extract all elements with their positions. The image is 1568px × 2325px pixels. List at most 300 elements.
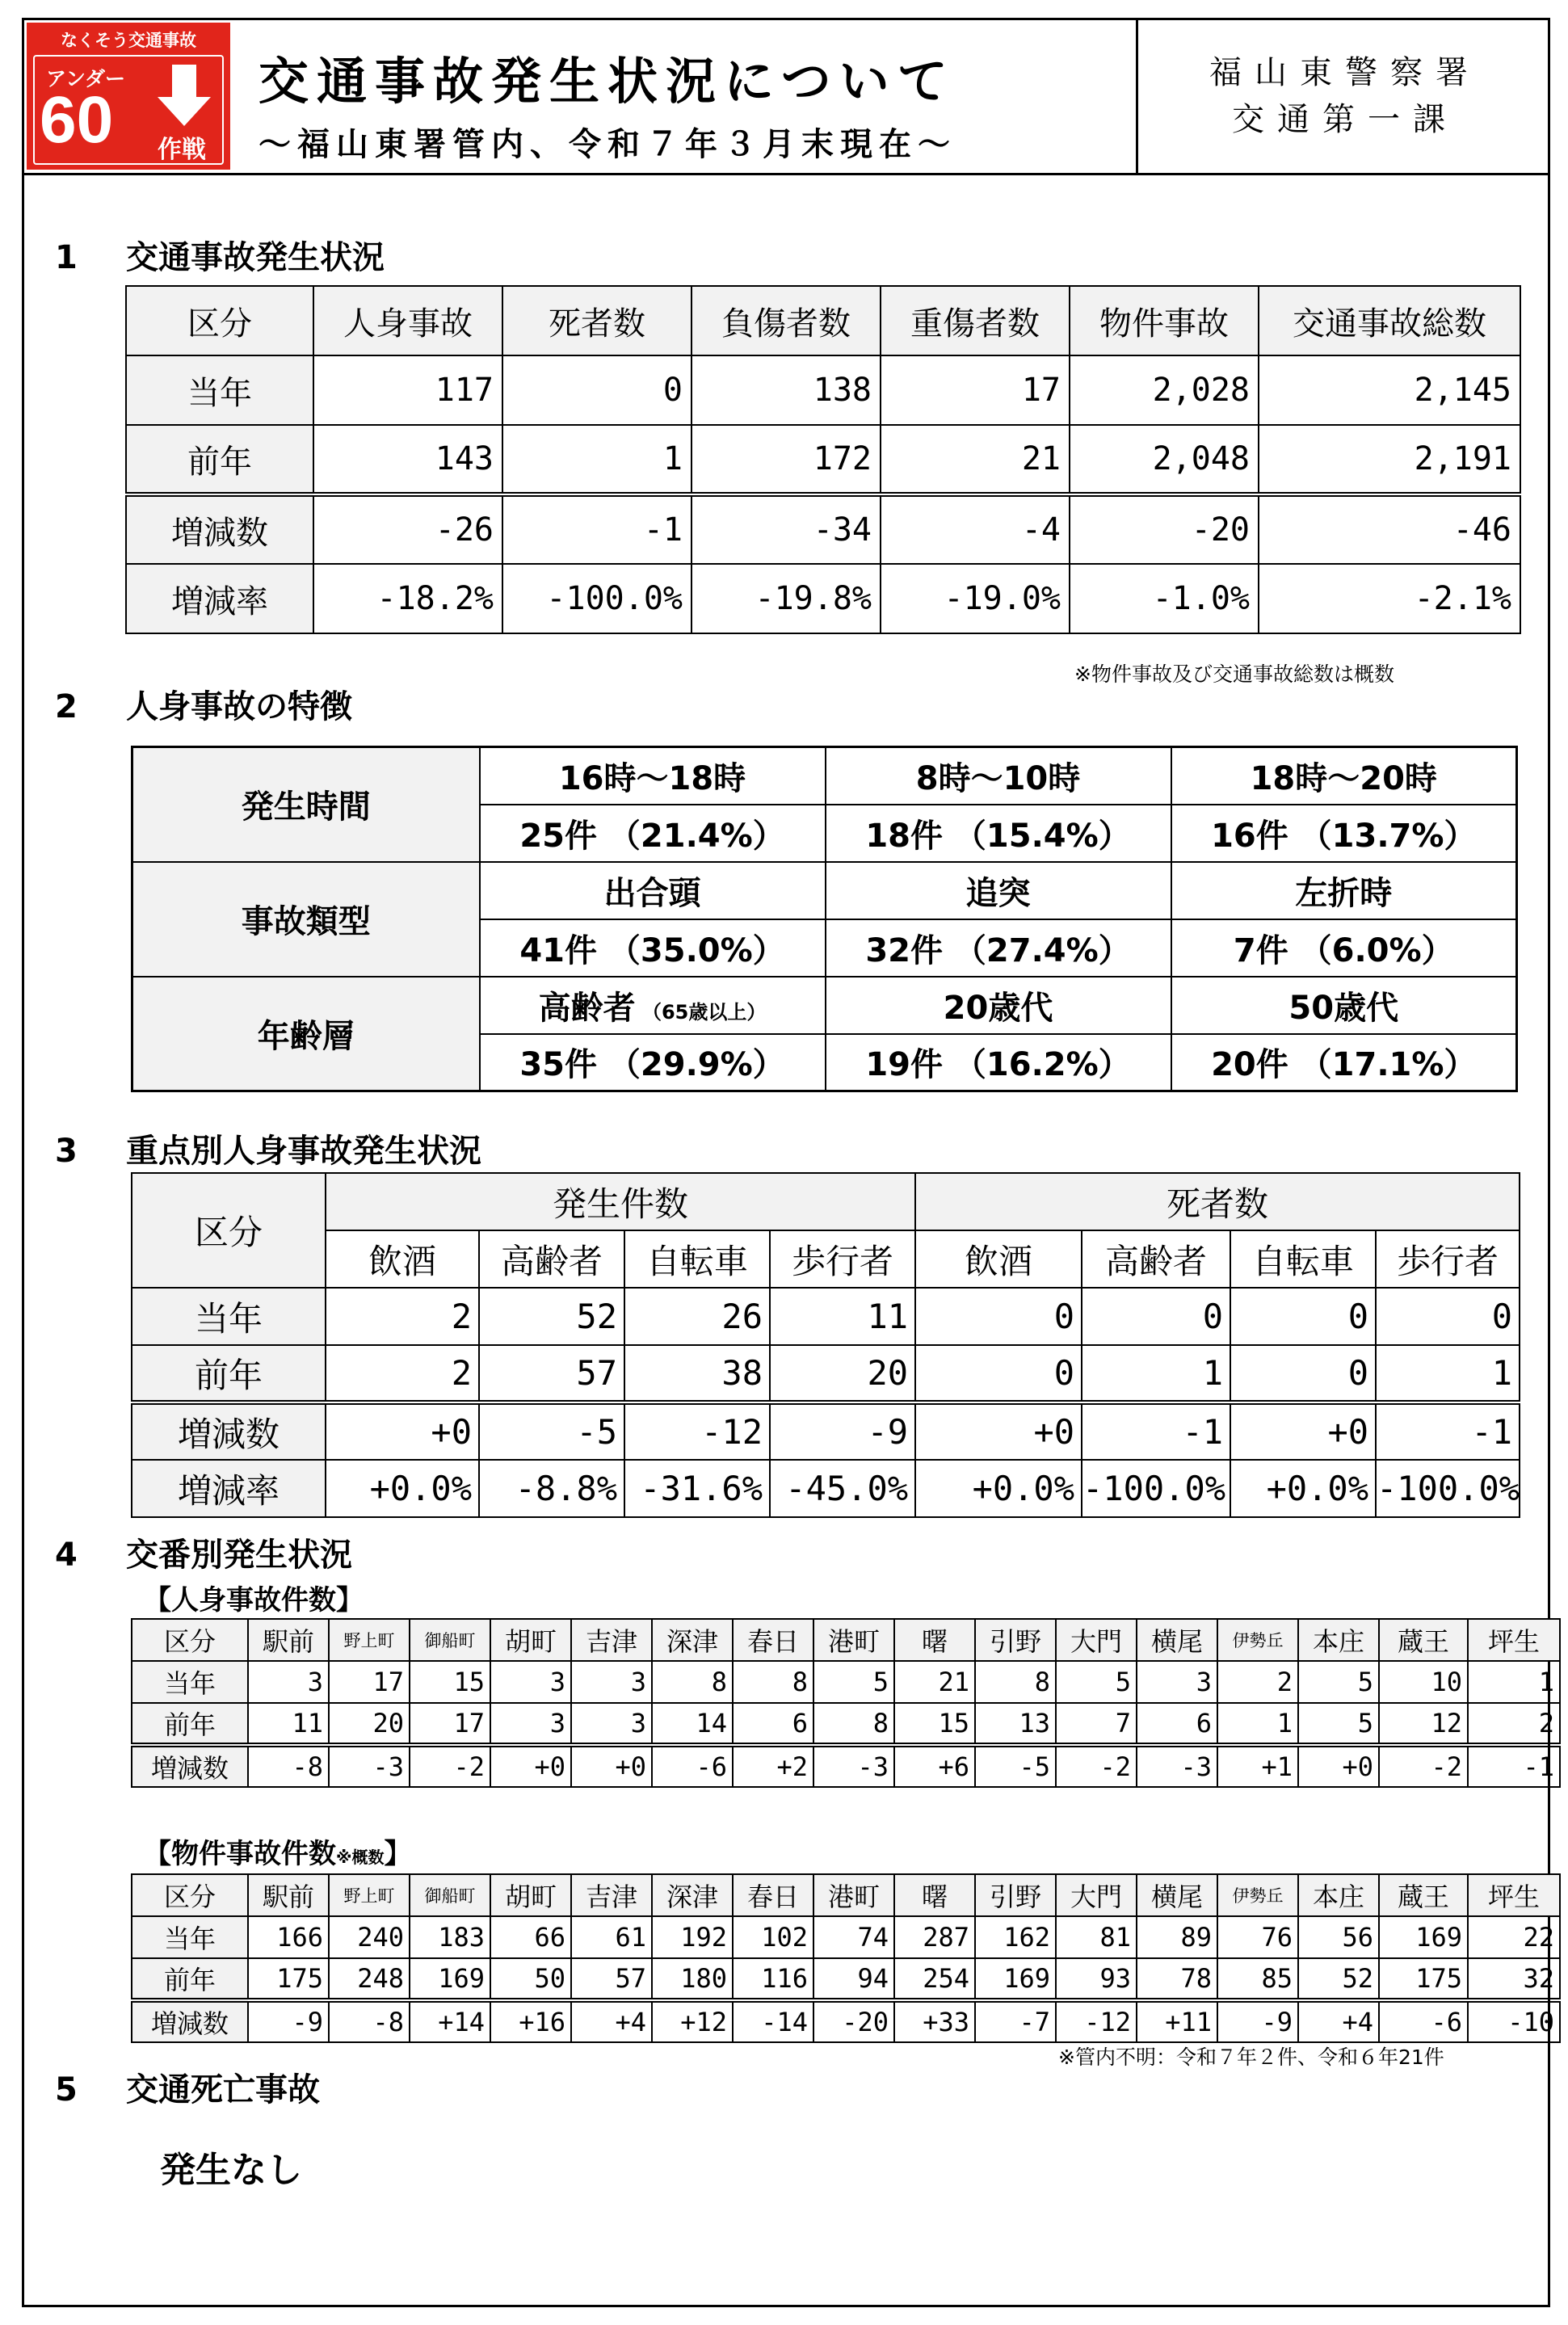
table4b-cell: -14 (733, 2000, 813, 2042)
table4b-cell: 89 (1137, 1916, 1217, 1958)
table4b-header-cell: 深津 (652, 1874, 733, 1916)
table4a-header-cell: 駅前 (248, 1619, 329, 1661)
table2-value-cell: 16件 （13.7%） (1171, 805, 1517, 862)
table3-column-header: 自転車 (1230, 1230, 1376, 1288)
table1-header-cell: 交通事故総数 (1259, 286, 1520, 355)
table1-cell: 2,191 (1259, 425, 1520, 494)
table2-category-text: 高齢者 (538, 989, 636, 1027)
table2-row-label: 事故類型 (132, 862, 480, 977)
table3-row-label: 当年 (132, 1288, 326, 1345)
table3-cell: -1 (1082, 1402, 1230, 1460)
table4b-row (132, 1916, 1560, 1958)
table3-cell: 38 (624, 1345, 770, 1402)
table4b-row-label: 増減数 (132, 2000, 248, 2042)
priority-accident-table (131, 1172, 1520, 1518)
table1-header-cell: 区分 (126, 286, 313, 355)
table4a-header-cell: 曙 (894, 1619, 975, 1661)
table4b-header-cell: 横尾 (1137, 1874, 1217, 1916)
table3-cell: 0 (915, 1345, 1082, 1402)
table1-cell: -2.1% (1259, 564, 1520, 633)
table1-cell: -19.8% (692, 564, 881, 633)
table4b-header-cell: 港町 (813, 1874, 894, 1916)
table3-cell: -31.6% (624, 1460, 770, 1517)
table4a-cell: 6 (733, 1703, 813, 1745)
section-2-heading: 2 人身事故の特徴 (55, 688, 352, 725)
table3-cell: 0 (915, 1288, 1082, 1345)
table4a-cell: 15 (894, 1703, 975, 1745)
table4b-cell: +4 (571, 2000, 652, 2042)
table3-cell: -100.0% (1376, 1460, 1520, 1517)
table4a-cell: -8 (248, 1745, 329, 1787)
table1-cell: 17 (881, 355, 1070, 425)
table3-cell: -12 (624, 1402, 770, 1460)
table4b-cell: -9 (248, 2000, 329, 2042)
table4a-cell: 3 (490, 1661, 571, 1703)
table1-header-cell: 死者数 (502, 286, 692, 355)
table4a-cell: -2 (1379, 1745, 1468, 1787)
table4a-cell: 17 (410, 1703, 490, 1745)
table4b-cell: 169 (410, 1958, 490, 2000)
table4b-cell: 169 (1379, 1916, 1468, 1958)
section-5-text: 発生なし (160, 2150, 302, 2191)
table4a-header-cell: 伊勢丘 (1217, 1619, 1298, 1661)
table4a-cell: -3 (329, 1745, 410, 1787)
table4a-cell: 5 (1298, 1661, 1379, 1703)
table3-cell: 52 (479, 1288, 624, 1345)
table4b-cell: -8 (329, 2000, 410, 2042)
table3-row-label: 前年 (132, 1345, 326, 1402)
table4b-cell: -6 (1379, 2000, 1468, 2042)
table2-category-cell (1171, 862, 1517, 919)
table4b-header-cell: 区分 (132, 1874, 248, 1916)
table4a-cell: 5 (1056, 1661, 1137, 1703)
table4b-header-cell: 胡町 (490, 1874, 571, 1916)
table4a-caption: 【人身事故件数】 (144, 1584, 364, 1617)
table4a-cell: 17 (329, 1661, 410, 1703)
table4b-cell: 32 (1468, 1958, 1560, 2000)
table4b-header-cell: 吉津 (571, 1874, 652, 1916)
table4b-cell: 175 (1379, 1958, 1468, 2000)
table4a-cell: 8 (975, 1661, 1056, 1703)
table4b-cell: 183 (410, 1916, 490, 1958)
table4a-cell: 1 (1217, 1703, 1298, 1745)
table4b-cell: 57 (571, 1958, 652, 2000)
table4a-cell: 14 (652, 1703, 733, 1745)
table4a-cell: -3 (1137, 1745, 1217, 1787)
table4a-cell: -6 (652, 1745, 733, 1787)
table2-value-cell: 25件 （21.4%） (480, 805, 826, 862)
table4b-note: ※管内不明：令和７年２件、令和６年21件 (1058, 2045, 1444, 2069)
table3-row (132, 1402, 1520, 1460)
table1-header-cell: 人身事故 (313, 286, 502, 355)
table4b-cell: 56 (1298, 1916, 1379, 1958)
table4b-cell: 50 (490, 1958, 571, 2000)
table1-note: ※物件事故及び交通事故総数は概数 (1074, 662, 1394, 686)
table4b-cell: 76 (1217, 1916, 1298, 1958)
table3-column-row (132, 1230, 1520, 1288)
table4a-cell: 20 (329, 1703, 410, 1745)
table1-cell: 2,028 (1070, 355, 1259, 425)
table3-cell: 2 (326, 1288, 479, 1345)
table4b-header-cell: 駅前 (248, 1874, 329, 1916)
table2-value-cell: 18件 （15.4%） (826, 805, 1171, 862)
header-divider (1136, 20, 1138, 173)
table4a-cell: 21 (894, 1661, 975, 1703)
table4b-cell: 78 (1137, 1958, 1217, 2000)
table4a-cell: 3 (1137, 1661, 1217, 1703)
table4b-cell: +16 (490, 2000, 571, 2042)
table1-header-row (126, 286, 1520, 355)
table1-row (126, 494, 1520, 564)
table3-cell: -1 (1376, 1402, 1520, 1460)
table2-category-text: 出合頭 (603, 874, 701, 912)
table4b-cell: 93 (1056, 1958, 1137, 2000)
table4a-header-cell: 蔵王 (1379, 1619, 1468, 1661)
table2-category-text: 16時～18時 (558, 759, 746, 797)
table1-cell: 172 (692, 425, 881, 494)
table2-row-label: 発生時間 (132, 747, 480, 862)
table3-cell: 0 (1082, 1288, 1230, 1345)
table4a-header-cell: 区分 (132, 1619, 248, 1661)
table4a-row-label: 前年 (132, 1703, 248, 1745)
table4a-cell: 3 (248, 1661, 329, 1703)
table4b-header-cell: 蔵王 (1379, 1874, 1468, 1916)
table1-cell: 143 (313, 425, 502, 494)
table1-cell: 138 (692, 355, 881, 425)
table4b-row (132, 2000, 1560, 2042)
table4a-cell: 8 (733, 1661, 813, 1703)
table4b-cell: 81 (1056, 1916, 1137, 1958)
table4b-caption: 【物件事故件数※概数】 (144, 1838, 412, 1870)
table4a-header-cell: 横尾 (1137, 1619, 1217, 1661)
table4b-cell: -12 (1056, 2000, 1137, 2042)
table2-value-cell: 19件 （16.2%） (826, 1034, 1171, 1091)
table1-row-label: 前年 (126, 425, 313, 494)
table1-cell: -4 (881, 494, 1070, 564)
table2-category-cell (826, 862, 1171, 919)
table4a-cell: -2 (410, 1745, 490, 1787)
table3-column-header: 歩行者 (1376, 1230, 1520, 1288)
table4b-cell: +14 (410, 2000, 490, 2042)
table2-category-cell (1171, 977, 1517, 1034)
table1-cell: -20 (1070, 494, 1259, 564)
table4a-header-cell: 深津 (652, 1619, 733, 1661)
table4b-header-cell: 野上町 (329, 1874, 410, 1916)
table4b-row-label: 当年 (132, 1916, 248, 1958)
table3-cell: +0.0% (1230, 1460, 1376, 1517)
table1-cell: -1.0% (1070, 564, 1259, 633)
table3-column-header: 飲酒 (326, 1230, 479, 1288)
table1-cell: -18.2% (313, 564, 502, 633)
table4b-cell: 166 (248, 1916, 329, 1958)
table4a-cell: -2 (1056, 1745, 1137, 1787)
table3-cell: -8.8% (479, 1460, 624, 1517)
table4a-cell: 12 (1379, 1703, 1468, 1745)
table4a-cell: +2 (733, 1745, 813, 1787)
table2-category-text: 50歳代 (1288, 989, 1399, 1027)
table4b-header-cell: 坪生 (1468, 1874, 1560, 1916)
table4a-header-cell: 胡町 (490, 1619, 571, 1661)
logo-under: アンダー (46, 67, 126, 90)
table4b-cell: 180 (652, 1958, 733, 2000)
table3-group-deaths: 死者数 (915, 1173, 1520, 1230)
table4b-cell: 52 (1298, 1958, 1379, 2000)
table2-category-note: （65歳以上） (635, 1000, 767, 1024)
table1-cell: 117 (313, 355, 502, 425)
table3-cell: -5 (479, 1402, 624, 1460)
table4b-cell: +12 (652, 2000, 733, 2042)
table4b-cell: 254 (894, 1958, 975, 2000)
table4a-cell: -5 (975, 1745, 1056, 1787)
accident-summary-table (125, 285, 1521, 634)
table2-row-label: 年齢層 (132, 977, 480, 1091)
table3-cell: +0 (1230, 1402, 1376, 1460)
table4b-cell: -10 (1468, 2000, 1560, 2042)
koban-property-table (131, 1873, 1561, 2043)
table2-category-text: 20歳代 (943, 989, 1053, 1027)
table3-row (132, 1288, 1520, 1345)
table2-category-text: 18時～20時 (1250, 759, 1437, 797)
logo-number: 60 (40, 83, 114, 157)
table4a-cell: 13 (975, 1703, 1056, 1745)
table4a-cell: +0 (1298, 1745, 1379, 1787)
table4b-header-cell: 春日 (733, 1874, 813, 1916)
campaign-logo (27, 23, 230, 170)
table2-category-text: 追突 (965, 874, 1031, 912)
table4b-cell: 287 (894, 1916, 975, 1958)
table4a-cell: -1 (1468, 1745, 1560, 1787)
table4a-cell: 8 (652, 1661, 733, 1703)
table2-category-cell (480, 862, 826, 919)
table1-cell: -46 (1259, 494, 1520, 564)
table4a-cell: +1 (1217, 1745, 1298, 1787)
table4b-cell: +33 (894, 2000, 975, 2042)
table3-cell: 0 (1376, 1288, 1520, 1345)
table1-row (126, 355, 1520, 425)
table2-value-cell: 32件 （27.4%） (826, 919, 1171, 977)
department-station: 福山東警察署 (1209, 54, 1481, 91)
table2-category-cell (826, 747, 1171, 805)
table3-cell: +0 (326, 1402, 479, 1460)
table4b-cell: 175 (248, 1958, 329, 2000)
table2-category-cell (1171, 747, 1517, 805)
table2-value-cell: 41件 （35.0%） (480, 919, 826, 977)
table4a-cell: 10 (1379, 1661, 1468, 1703)
table2-category-cell (826, 977, 1171, 1034)
section-3-heading: 3 重点別人身事故発生状況 (55, 1133, 481, 1170)
table4a-header-cell: 御船町 (410, 1619, 490, 1661)
table1-cell: -26 (313, 494, 502, 564)
table1-header-cell: 負傷者数 (692, 286, 881, 355)
table3-column-header: 高齢者 (479, 1230, 624, 1288)
table4a-cell: 11 (248, 1703, 329, 1745)
table4a-cell: 15 (410, 1661, 490, 1703)
table2-category-text: 8時～10時 (915, 759, 1081, 797)
table3-column-header: 自転車 (624, 1230, 770, 1288)
characteristics-table (131, 746, 1518, 1092)
table3-cell: 1 (1376, 1345, 1520, 1402)
table3-cell: 2 (326, 1345, 479, 1402)
table4a-cell: 8 (813, 1703, 894, 1745)
table1-cell: -100.0% (502, 564, 692, 633)
table3-column-header: 歩行者 (770, 1230, 915, 1288)
table4b-row-label: 前年 (132, 1958, 248, 2000)
table4b-header-cell: 本庄 (1298, 1874, 1379, 1916)
table4b-cell: +4 (1298, 2000, 1379, 2042)
table3-label-header: 区分 (132, 1173, 326, 1288)
table1-cell: -19.0% (881, 564, 1070, 633)
table4b-cell: 116 (733, 1958, 813, 2000)
table4a-header-cell: 野上町 (329, 1619, 410, 1661)
table4a-cell: +6 (894, 1745, 975, 1787)
table4b-cell: 102 (733, 1916, 813, 1958)
table4a-header-cell: 本庄 (1298, 1619, 1379, 1661)
koban-injury-table (131, 1618, 1561, 1788)
table4a-row (132, 1661, 1560, 1703)
table3-cell: +0.0% (326, 1460, 479, 1517)
table3-cell: 0 (1230, 1288, 1376, 1345)
logo-suffix: 作戦 (158, 136, 206, 164)
table2-value-cell: 35件 （29.9%） (480, 1034, 826, 1091)
table4b-cell: 162 (975, 1916, 1056, 1958)
table4a-cell: 3 (571, 1661, 652, 1703)
table3-row (132, 1460, 1520, 1517)
table4a-cell: 1 (1468, 1661, 1560, 1703)
table4a-cell: 5 (813, 1661, 894, 1703)
department (1139, 49, 1551, 143)
table4a-cell: +0 (571, 1745, 652, 1787)
table4a-cell: 2 (1217, 1661, 1298, 1703)
table4a-row-label: 増減数 (132, 1745, 248, 1787)
department-section: 交通第一課 (1232, 101, 1458, 138)
table3-group-row (132, 1173, 1520, 1230)
table4a-cell: 7 (1056, 1703, 1137, 1745)
table4b-cell: -9 (1217, 2000, 1298, 2042)
table3-cell: 57 (479, 1345, 624, 1402)
table2-category-cell (480, 747, 826, 805)
table4b-cell: 192 (652, 1916, 733, 1958)
table3-cell: +0.0% (915, 1460, 1082, 1517)
table1-cell: 1 (502, 425, 692, 494)
table4a-cell: 2 (1468, 1703, 1560, 1745)
table4a-cell: 6 (1137, 1703, 1217, 1745)
table4b-cell: 74 (813, 1916, 894, 1958)
table4a-header-cell: 坪生 (1468, 1619, 1560, 1661)
table1-cell: 2,048 (1070, 425, 1259, 494)
table3-cell: +0 (915, 1402, 1082, 1460)
table4b-cell: +11 (1137, 2000, 1217, 2042)
table3-cell: 0 (1230, 1345, 1376, 1402)
table2-category-row (132, 862, 1517, 919)
table2-category-text: 左折時 (1295, 874, 1393, 912)
table4b-cell: 61 (571, 1916, 652, 1958)
table4a-cell: -3 (813, 1745, 894, 1787)
table4b-header-cell: 引野 (975, 1874, 1056, 1916)
table1-cell: -1 (502, 494, 692, 564)
table1-row (126, 425, 1520, 494)
table4b-cell: 22 (1468, 1916, 1560, 1958)
down-arrow-icon (156, 65, 212, 128)
table4a-cell: 3 (490, 1703, 571, 1745)
table4a-cell: 3 (571, 1703, 652, 1745)
table4a-row-label: 当年 (132, 1661, 248, 1703)
table4a-header-cell: 吉津 (571, 1619, 652, 1661)
table4b-cell: -7 (975, 2000, 1056, 2042)
logo-slogan: なくそう交通事故 (61, 31, 196, 50)
table4b-header-cell: 大門 (1056, 1874, 1137, 1916)
table4a-row (132, 1745, 1560, 1787)
table3-row (132, 1345, 1520, 1402)
table1-row-label: 増減数 (126, 494, 313, 564)
table4b-header-cell: 御船町 (410, 1874, 490, 1916)
table1-row-label: 増減率 (126, 564, 313, 633)
table3-column-header: 高齢者 (1082, 1230, 1230, 1288)
table3-cell: 11 (770, 1288, 915, 1345)
table4b-header-cell: 伊勢丘 (1217, 1874, 1298, 1916)
table3-group-incidents: 発生件数 (326, 1173, 915, 1230)
table1-row-label: 当年 (126, 355, 313, 425)
table4b-cell: 85 (1217, 1958, 1298, 2000)
header (24, 20, 1548, 175)
table4b-header-cell: 曙 (894, 1874, 975, 1916)
table2-value-cell: 20件 （17.1%） (1171, 1034, 1517, 1091)
table4a-cell: +0 (490, 1745, 571, 1787)
section-5-heading: 5 交通死亡事故 (55, 2071, 320, 2108)
table1-cell: 2,145 (1259, 355, 1520, 425)
table4a-cell: 5 (1298, 1703, 1379, 1745)
table4b-cell: 240 (329, 1916, 410, 1958)
table2-category-row (132, 977, 1517, 1034)
table4b-header-row (132, 1874, 1560, 1916)
table2-category-row (132, 747, 1517, 805)
table4b-cell: 94 (813, 1958, 894, 2000)
table3-cell: 26 (624, 1288, 770, 1345)
table4a-header-cell: 引野 (975, 1619, 1056, 1661)
section-1-heading: 1 交通事故発生状況 (55, 239, 385, 276)
table4b-cell: 248 (329, 1958, 410, 2000)
table1-row (126, 564, 1520, 633)
report-page (22, 18, 1554, 2307)
table3-cell: 1 (1082, 1345, 1230, 1402)
table1-cell: 21 (881, 425, 1070, 494)
table4a-header-cell: 港町 (813, 1619, 894, 1661)
table4a-header-cell: 春日 (733, 1619, 813, 1661)
table4b-row (132, 1958, 1560, 2000)
table4a-header-cell: 大門 (1056, 1619, 1137, 1661)
table2-category-cell (480, 977, 826, 1034)
table3-column-header: 飲酒 (915, 1230, 1082, 1288)
table2-value-cell: 7件 （6.0%） (1171, 919, 1517, 977)
table1-header-cell: 重傷者数 (881, 286, 1070, 355)
table4a-row (132, 1703, 1560, 1745)
table4b-cell: 66 (490, 1916, 571, 1958)
table1-cell: 0 (502, 355, 692, 425)
section-4-heading: 4 交番別発生状況 (55, 1537, 352, 1574)
table4b-cell: 169 (975, 1958, 1056, 2000)
table3-row-label: 増減数 (132, 1402, 326, 1460)
table3-cell: -100.0% (1082, 1460, 1230, 1517)
table3-row-label: 増減率 (132, 1460, 326, 1517)
table3-cell: -9 (770, 1402, 915, 1460)
table1-header-cell: 物件事故 (1070, 286, 1259, 355)
table3-cell: 20 (770, 1345, 915, 1402)
table1-cell: -34 (692, 494, 881, 564)
table3-cell: -45.0% (770, 1460, 915, 1517)
table4b-cell: -20 (813, 2000, 894, 2042)
page-subtitle: ～福山東署管内、令和７年３月末現在～ (259, 126, 956, 163)
table4a-header-row (132, 1619, 1560, 1661)
page-title: 交通事故発生状況について (259, 52, 956, 111)
